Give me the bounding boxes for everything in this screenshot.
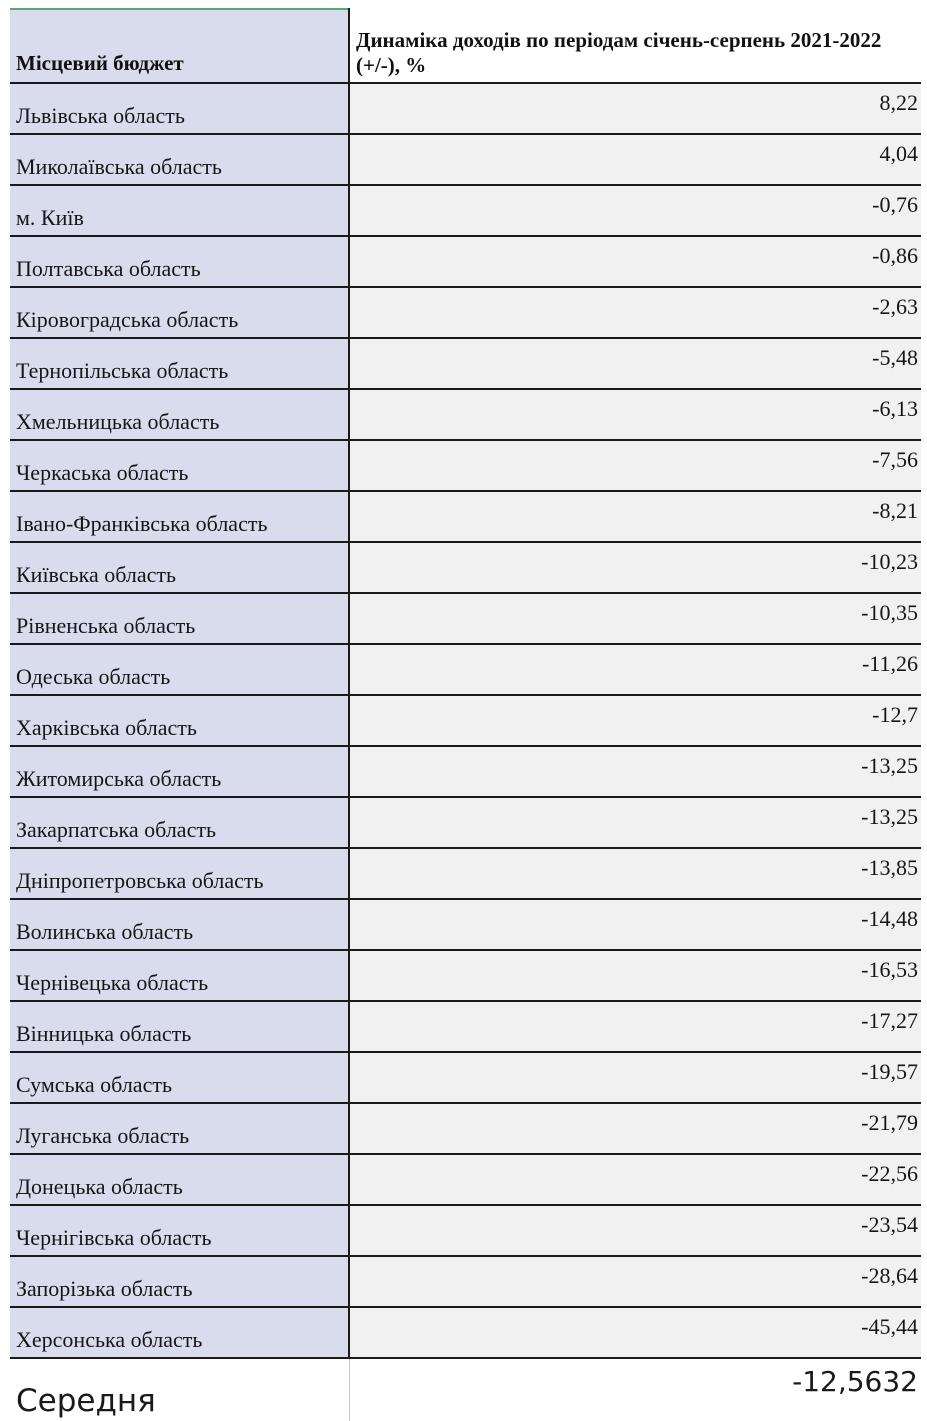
table-row bbox=[10, 1103, 921, 1154]
table-row bbox=[10, 1307, 921, 1358]
table-row bbox=[10, 950, 921, 1001]
table-row bbox=[10, 1154, 921, 1205]
region-cell[interactable]: Волинська область bbox=[10, 899, 349, 950]
region-cell[interactable]: Дніпропетровська область bbox=[10, 848, 349, 899]
value-cell[interactable]: -13,25 bbox=[349, 797, 921, 848]
region-cell[interactable]: Одеська область bbox=[10, 644, 349, 695]
region-cell[interactable]: Житомирська область bbox=[10, 746, 349, 797]
value-cell[interactable]: -10,23 bbox=[349, 542, 921, 593]
average-label[interactable]: Середня bbox=[10, 1358, 349, 1421]
region-cell[interactable]: Хмельницька область bbox=[10, 389, 349, 440]
region-cell[interactable]: м. Київ bbox=[10, 185, 349, 236]
value-cell[interactable]: 4,04 bbox=[349, 134, 921, 185]
header-income-dynamics[interactable]: Динаміка доходів по періодам січень-серпень 2021-2022 (+/-), % bbox=[349, 9, 921, 83]
value-cell[interactable]: -23,54 bbox=[349, 1205, 921, 1256]
region-cell[interactable]: Донецька область bbox=[10, 1154, 349, 1205]
value-cell[interactable]: -7,56 bbox=[349, 440, 921, 491]
table-row bbox=[10, 593, 921, 644]
table-row bbox=[10, 491, 921, 542]
value-cell[interactable]: -8,21 bbox=[349, 491, 921, 542]
region-cell[interactable]: Рівненська область bbox=[10, 593, 349, 644]
value-cell[interactable]: -16,53 bbox=[349, 950, 921, 1001]
value-cell[interactable]: -22,56 bbox=[349, 1154, 921, 1205]
table-row bbox=[10, 1256, 921, 1307]
value-cell[interactable]: -13,25 bbox=[349, 746, 921, 797]
header-local-budget[interactable]: Місцевий бюджет bbox=[10, 9, 349, 83]
value-cell[interactable]: -2,63 bbox=[349, 287, 921, 338]
value-cell[interactable]: -5,48 bbox=[349, 338, 921, 389]
region-cell[interactable]: Київська область bbox=[10, 542, 349, 593]
value-cell[interactable]: -10,35 bbox=[349, 593, 921, 644]
value-cell[interactable]: -14,48 bbox=[349, 899, 921, 950]
region-cell[interactable]: Полтавська область bbox=[10, 236, 349, 287]
region-cell[interactable]: Запорізька область bbox=[10, 1256, 349, 1307]
table-row bbox=[10, 287, 921, 338]
table-row bbox=[10, 389, 921, 440]
table-body bbox=[10, 83, 921, 1358]
region-cell[interactable]: Харківська область bbox=[10, 695, 349, 746]
region-cell[interactable]: Херсонська область bbox=[10, 1307, 349, 1358]
region-cell[interactable]: Сумська область bbox=[10, 1052, 349, 1103]
table-row bbox=[10, 1001, 921, 1052]
table-row bbox=[10, 542, 921, 593]
region-cell[interactable]: Черкаська область bbox=[10, 440, 349, 491]
table-row bbox=[10, 695, 921, 746]
table-row bbox=[10, 797, 921, 848]
value-cell[interactable]: -28,64 bbox=[349, 1256, 921, 1307]
table-header-row bbox=[10, 9, 921, 83]
table-row bbox=[10, 1052, 921, 1103]
table-row bbox=[10, 185, 921, 236]
average-value[interactable]: -12,5632 bbox=[349, 1358, 921, 1421]
value-cell[interactable]: -19,57 bbox=[349, 1052, 921, 1103]
region-cell[interactable]: Вінницька область bbox=[10, 1001, 349, 1052]
table-row bbox=[10, 899, 921, 950]
region-cell[interactable]: Кіровоградська область bbox=[10, 287, 349, 338]
value-cell[interactable]: -13,85 bbox=[349, 848, 921, 899]
table-row bbox=[10, 746, 921, 797]
table-row bbox=[10, 1205, 921, 1256]
table-row bbox=[10, 440, 921, 491]
region-cell[interactable]: Тернопільська область bbox=[10, 338, 349, 389]
value-cell[interactable]: -11,26 bbox=[349, 644, 921, 695]
value-cell[interactable]: -17,27 bbox=[349, 1001, 921, 1052]
table-row bbox=[10, 83, 921, 134]
value-cell[interactable]: -12,7 bbox=[349, 695, 921, 746]
region-cell[interactable]: Львівська область bbox=[10, 83, 349, 134]
value-cell[interactable]: -0,86 bbox=[349, 236, 921, 287]
region-cell[interactable]: Луганська область bbox=[10, 1103, 349, 1154]
table-row bbox=[10, 644, 921, 695]
average-row bbox=[10, 1358, 921, 1421]
region-cell[interactable]: Закарпатська область bbox=[10, 797, 349, 848]
region-cell[interactable]: Івано-Франківська область bbox=[10, 491, 349, 542]
value-cell[interactable]: -21,79 bbox=[349, 1103, 921, 1154]
value-cell[interactable]: -45,44 bbox=[349, 1307, 921, 1358]
budget-table bbox=[10, 8, 921, 1421]
region-cell[interactable]: Чернігівська область bbox=[10, 1205, 349, 1256]
value-cell[interactable]: -0,76 bbox=[349, 185, 921, 236]
region-cell[interactable]: Чернівецька область bbox=[10, 950, 349, 1001]
table-row bbox=[10, 338, 921, 389]
value-cell[interactable]: -6,13 bbox=[349, 389, 921, 440]
table-row bbox=[10, 134, 921, 185]
table-row bbox=[10, 236, 921, 287]
value-cell[interactable]: 8,22 bbox=[349, 83, 921, 134]
table-row bbox=[10, 848, 921, 899]
region-cell[interactable]: Миколаївська область bbox=[10, 134, 349, 185]
